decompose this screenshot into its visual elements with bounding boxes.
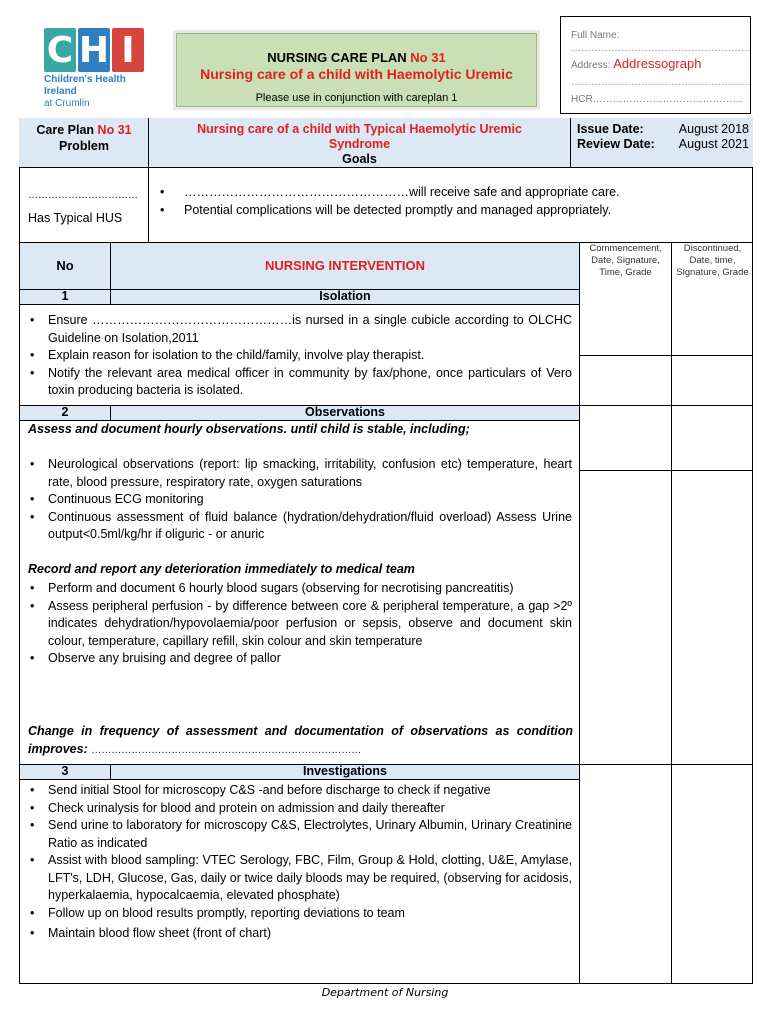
- care-plan-title: NURSING CARE PLAN No 31: [267, 50, 446, 65]
- isolation-list: [20, 312, 572, 400]
- list-item: • Check urinalysis for blood and protein on admission and daily thereafter: [20, 800, 572, 818]
- review-date-value: August 2021: [678, 137, 749, 151]
- list-item: • Ensure …………………………………………is nursed in a single cubicle according to OLCHC Guideline on Isolation,2011: [20, 312, 572, 347]
- problem-text: Has Typical HUS: [28, 211, 123, 225]
- issue-date-label: Issue Date:: [577, 122, 644, 136]
- care-plan-no-header: Care Plan No 31 Problem: [36, 123, 132, 153]
- review-date-label: Review Date:: [577, 137, 655, 151]
- dates-header: [577, 122, 749, 152]
- address-field[interactable]: ………………………………………………: [571, 77, 751, 88]
- list-item: • Continuous assessment of fluid balance (hydration/dehydration/fluid overload) Assess Urine output<0.5ml/kg/hr if oliguric - or anuric: [20, 509, 572, 544]
- careplan-note: Please use in conjunction with careplan 1: [255, 92, 458, 104]
- section-1-no: 1: [61, 289, 69, 303]
- goal-title: Nursing care of a child with Typical Haemolytic Uremic Syndrome: [197, 122, 522, 151]
- report-heading: Record and report any deterioration immediately to medical team: [28, 562, 415, 576]
- list-item: • Perform and document 6 hourly blood sugars (observing for necrotising pancreatitis): [20, 580, 572, 598]
- list-item: • Neurological observations (report: lip smacking, irritability, confusion etc) temperature, heart rate, blood pressure, respiratory rate, oxygen saturations: [20, 456, 572, 491]
- list-item: • Assist with blood sampling: VTEC Serology, FBC, Film, Group & Hold, clotting, U&E, Amylase, LFT's, LDH, Glucose, Gas, daily or twice daily bloods may be required, (observing for acidosis, hyperkalaemia, hypocalcaemia, elevated phosphate): [20, 852, 572, 905]
- problem-dots[interactable]: ……………………………: [28, 190, 138, 201]
- section-1-title: Isolation: [319, 289, 371, 303]
- list-item: • Send initial Stool for microscopy C&S -and before discharge to check if negative: [20, 782, 572, 800]
- footer-department: Department of Nursing: [321, 986, 449, 999]
- address-value: Addressograph: [613, 56, 702, 71]
- list-item: • Continuous ECG monitoring: [20, 491, 572, 509]
- discontinued-header: Discontinued, Date, time, Signature, Grade: [676, 243, 749, 278]
- list-item: • Maintain blood flow sheet (front of chart): [20, 925, 572, 943]
- no-column-header: No: [56, 258, 74, 273]
- change-dots[interactable]: ………………………………………………………………………: [91, 745, 362, 756]
- chi-logo: [44, 28, 154, 108]
- commencement-header: Commencement, Date, Signature, Time, Grade: [589, 243, 662, 278]
- nursing-intervention-header: NURSING INTERVENTION: [264, 258, 426, 273]
- logo-line1: Children's Health Ireland: [44, 74, 126, 97]
- full-name-label: Full Name:: [571, 30, 620, 41]
- list-item: • Follow up on blood results promptly, reporting deviations to team: [20, 905, 572, 923]
- list-item: • Assess peripheral perfusion - by difference between core & peripheral temperature, a gap >2º indicates dehydration/hypovolaemia/poor perfusion or sepsis, observe and document skin colour, temperature, capillary refill, skin colour and skin temperature: [20, 598, 572, 651]
- goal-header: [149, 122, 570, 167]
- observations-list-a: [20, 456, 572, 544]
- observations-intro: Assess and document hourly observations. until child is stable, including;: [28, 422, 470, 436]
- hcr-field[interactable]: HCR………………………………………: [571, 94, 743, 105]
- investigations-list: [20, 782, 572, 943]
- list-item: • Explain reason for isolation to the child/family, involve play therapist.: [20, 347, 572, 365]
- observations-list-b: [20, 580, 572, 668]
- logo-line2: at Crumlin: [44, 98, 90, 109]
- logo-letter-i: I: [112, 28, 144, 72]
- goals-list: [150, 184, 745, 219]
- goal-item: • ………………………………………………will receive safe and appropriate care.: [150, 184, 745, 202]
- section-3-title: Investigations: [302, 764, 388, 778]
- list-item: • Observe any bruising and degree of pallor: [20, 650, 572, 668]
- patient-id-box: [560, 16, 751, 114]
- full-name-field[interactable]: ………………………………………………: [571, 43, 751, 54]
- address-label: Address:: [571, 60, 614, 71]
- section-2-no: 2: [61, 405, 69, 419]
- change-frequency-note: Change in frequency of assessment and documentation of observations as condition improves: ………………………………………………………………………: [28, 724, 573, 756]
- list-item: • Send urine to laboratory for microscopy C&S, Electrolytes, Urinary Albumin, Urinary Creatinine Ratio as indicated: [20, 817, 572, 852]
- issue-date-value: August 2018: [678, 122, 749, 136]
- logo-letter-h: H: [78, 29, 110, 71]
- section-2-title: Observations: [305, 405, 385, 419]
- logo-letter-c: C: [44, 28, 76, 72]
- goal-item: • Potential complications will be detected promptly and managed appropriately.: [150, 202, 745, 220]
- care-plan-title-box: [173, 30, 540, 110]
- section-3-no: 3: [61, 764, 69, 778]
- goals-label: Goals: [342, 152, 377, 166]
- list-item: • Notify the relevant area medical officer in community by fax/phone, once particulars of Vero toxin producing bacteria is isolated.: [20, 365, 572, 400]
- care-plan-subtitle: Nursing care of a child with Haemolytic Uremic: [200, 66, 513, 82]
